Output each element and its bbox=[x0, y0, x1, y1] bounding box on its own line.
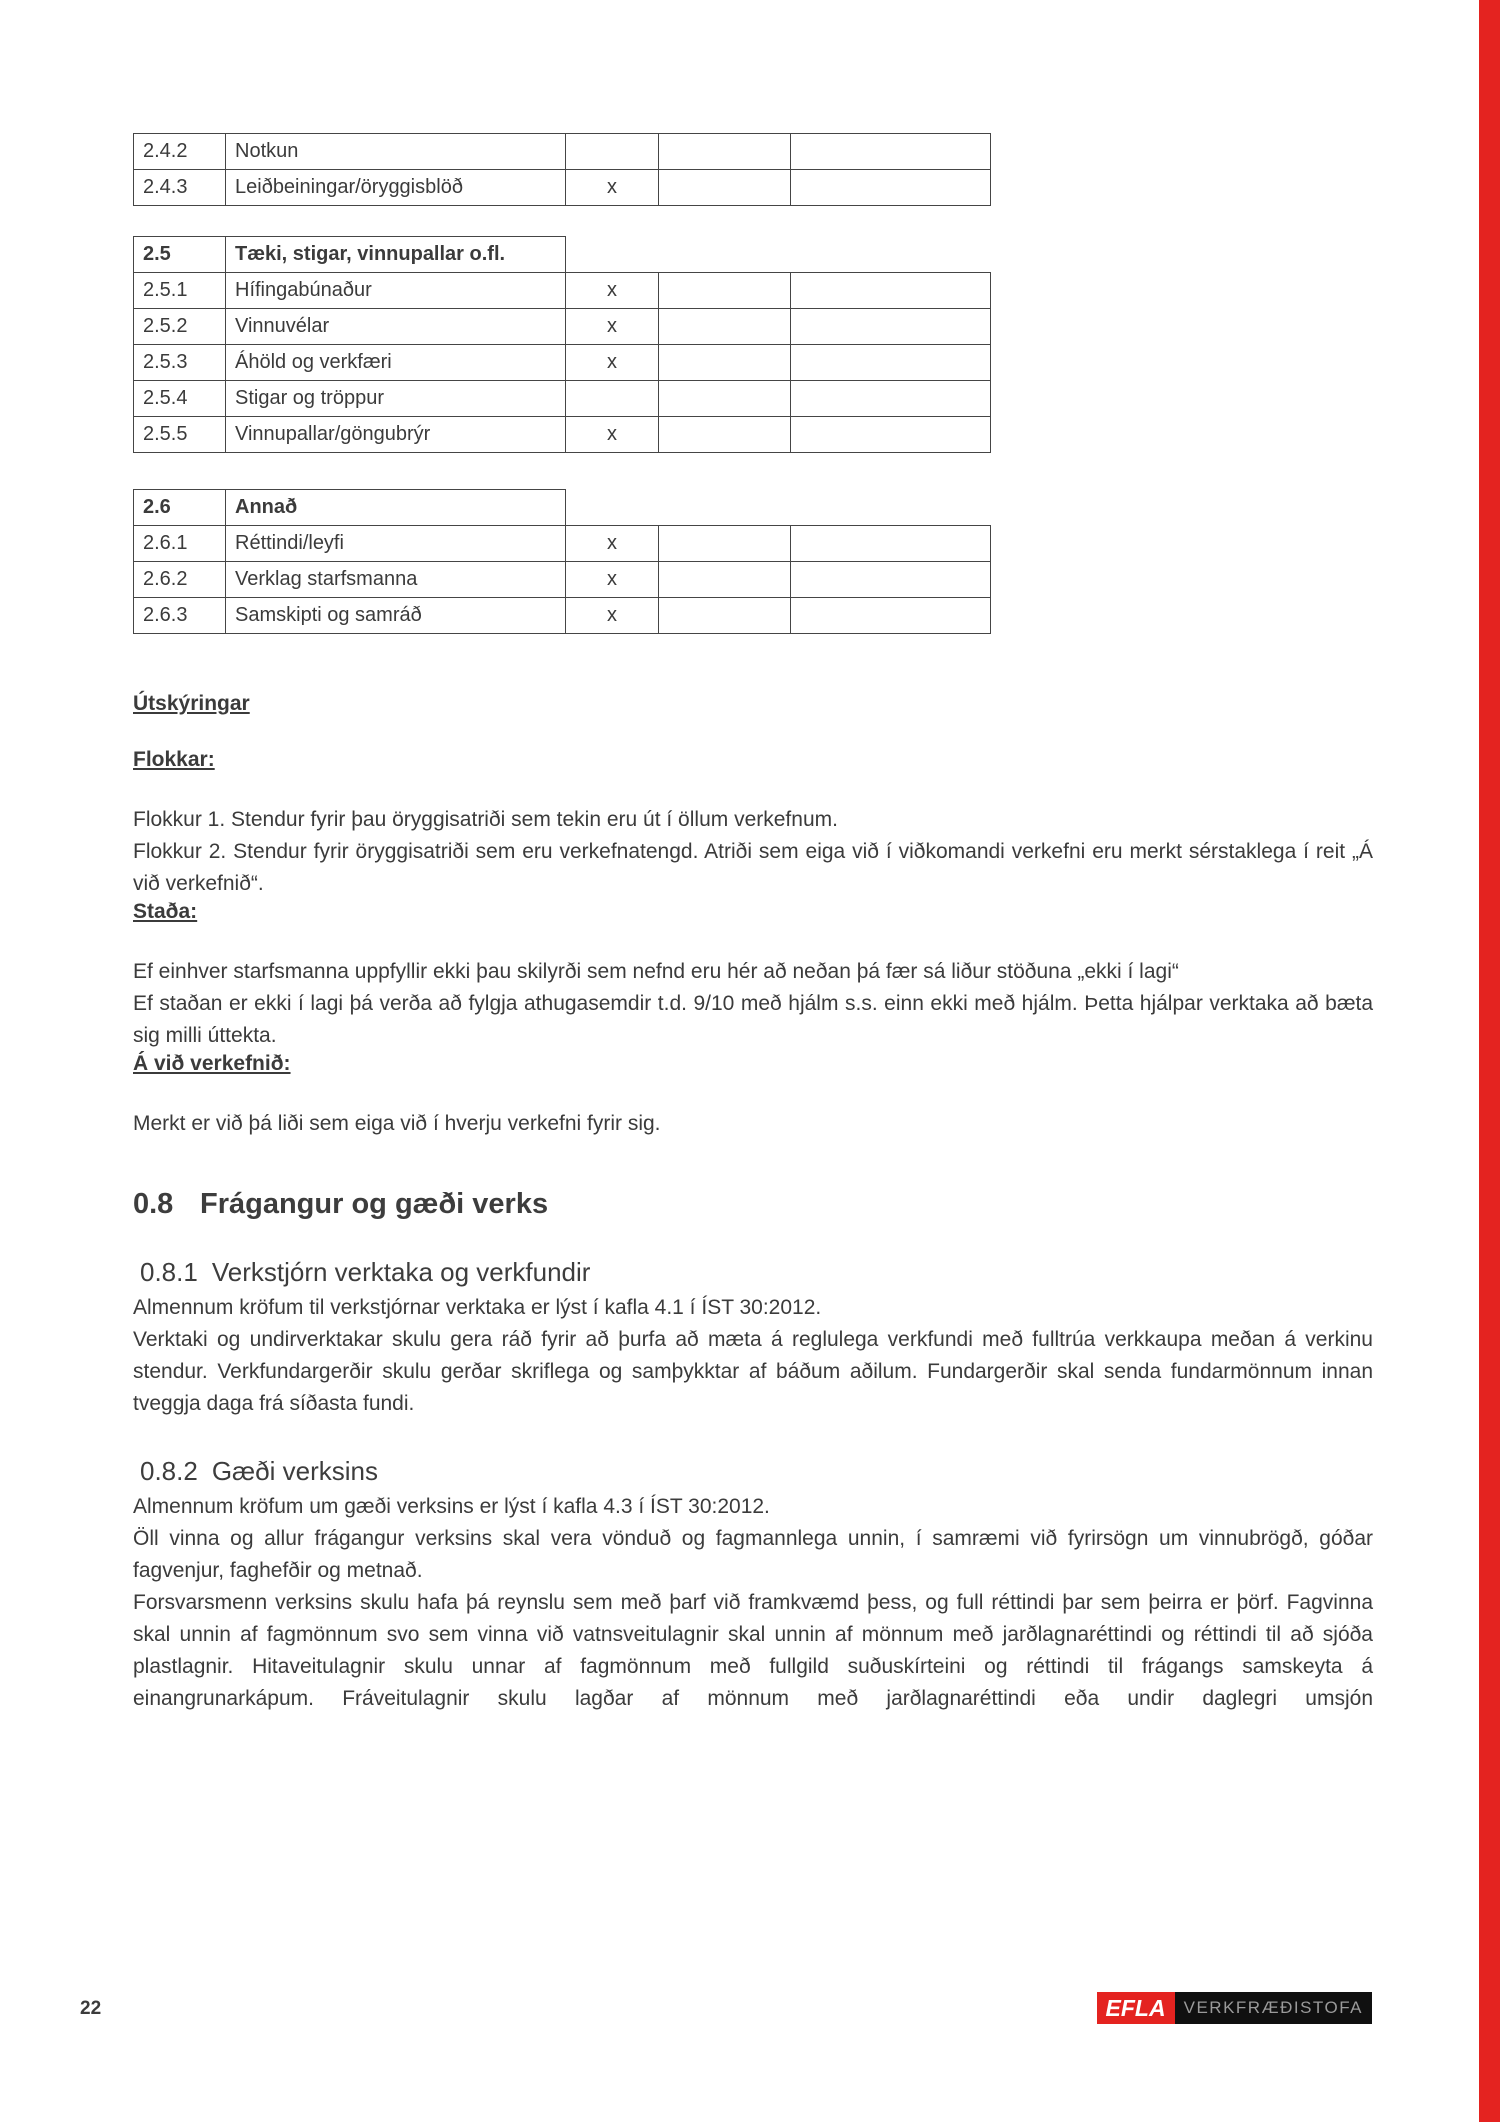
item-note-cell bbox=[659, 134, 791, 170]
section-heading-0-8-1 bbox=[140, 1257, 1373, 1288]
item-note-cell bbox=[659, 526, 791, 562]
item-note-cell bbox=[791, 309, 991, 345]
label-flokkar: Flokkar: bbox=[133, 748, 215, 771]
item-label: Verklag starfsmanna bbox=[226, 562, 566, 598]
item-mark: x bbox=[566, 598, 659, 634]
empty-cell bbox=[659, 237, 791, 273]
table-row bbox=[134, 598, 991, 634]
item-label: Vinnupallar/göngubrýr bbox=[226, 417, 566, 453]
item-label: Leiðbeiningar/öryggisblöð bbox=[226, 170, 566, 206]
item-note-cell bbox=[659, 562, 791, 598]
section-heading-0-8 bbox=[133, 1188, 1373, 1221]
item-label: Stigar og tröppur bbox=[226, 381, 566, 417]
item-mark bbox=[566, 381, 659, 417]
item-note-cell bbox=[659, 598, 791, 634]
item-mark: x bbox=[566, 345, 659, 381]
item-mark: x bbox=[566, 170, 659, 206]
table-row bbox=[134, 345, 991, 381]
item-number: 2.6.3 bbox=[134, 598, 226, 634]
table-header-row bbox=[134, 490, 991, 526]
item-note-cell bbox=[791, 273, 991, 309]
item-note-cell bbox=[659, 381, 791, 417]
section-number-cell: 2.6 bbox=[134, 490, 226, 526]
section-title: Gæði verksins bbox=[211, 1456, 378, 1486]
table-row bbox=[134, 526, 991, 562]
item-number: 2.4.3 bbox=[134, 170, 226, 206]
item-note-cell bbox=[791, 526, 991, 562]
item-note-cell bbox=[791, 598, 991, 634]
paragraph-0-8-2-a: Almennum kröfum um gæði verksins er lýst í kafla 4.3 í ÍST 30:2012. bbox=[133, 1495, 770, 1518]
checklist-table-2-5 bbox=[133, 236, 991, 453]
item-number: 2.6.2 bbox=[134, 562, 226, 598]
table-row bbox=[134, 562, 991, 598]
table-row bbox=[134, 309, 991, 345]
item-note-cell bbox=[791, 170, 991, 206]
item-note-cell bbox=[659, 170, 791, 206]
paragraph-stada-1: Ef einhver starfsmanna uppfyllir ekki þau skilyrði sem nefnd eru hér að neðan þá fær sá liður stöðuna „ekki í lagi“ bbox=[133, 960, 1179, 983]
checklist-table-2-4 bbox=[133, 133, 991, 206]
section-number: 0.8.1 bbox=[140, 1257, 198, 1287]
empty-cell bbox=[659, 490, 791, 526]
item-label: Vinnuvélar bbox=[226, 309, 566, 345]
item-note-cell bbox=[791, 134, 991, 170]
item-label: Áhöld og verkfæri bbox=[226, 345, 566, 381]
item-number: 2.5.3 bbox=[134, 345, 226, 381]
item-note-cell bbox=[791, 345, 991, 381]
section-number: 0.8 bbox=[133, 1188, 174, 1220]
item-mark bbox=[566, 134, 659, 170]
page-content bbox=[133, 133, 1373, 1715]
page-edge-accent-bar bbox=[1479, 0, 1500, 2122]
item-label: Hífingabúnaður bbox=[226, 273, 566, 309]
item-number: 2.5.1 bbox=[134, 273, 226, 309]
table-row bbox=[134, 134, 991, 170]
item-mark: x bbox=[566, 273, 659, 309]
item-number: 2.5.2 bbox=[134, 309, 226, 345]
label-a-vid-verkefnid: Á við verkefnið: bbox=[133, 1052, 291, 1075]
table-row bbox=[134, 170, 991, 206]
empty-cell bbox=[791, 490, 991, 526]
paragraph-0-8-1-a: Almennum kröfum til verkstjórnar verktaka er lýst í kafla 4.1 í ÍST 30:2012. bbox=[133, 1296, 822, 1319]
table-row bbox=[134, 273, 991, 309]
item-mark: x bbox=[566, 309, 659, 345]
section-number: 0.8.2 bbox=[140, 1456, 198, 1486]
item-number: 2.4.2 bbox=[134, 134, 226, 170]
item-note-cell bbox=[791, 381, 991, 417]
item-note-cell bbox=[659, 345, 791, 381]
item-note-cell bbox=[791, 562, 991, 598]
section-number-cell: 2.5 bbox=[134, 237, 226, 273]
item-mark: x bbox=[566, 562, 659, 598]
section-title-cell: Annað bbox=[226, 490, 566, 526]
table-header-row bbox=[134, 237, 991, 273]
paragraph-flokkur-1: Flokkur 1. Stendur fyrir þau öryggisatriði sem tekin eru út í öllum verkefnum. bbox=[133, 808, 838, 831]
paragraph-merkt: Merkt er við þá liði sem eiga við í hverju verkefni fyrir sig. bbox=[133, 1112, 661, 1135]
section-title: Verkstjórn verktaka og verkfundir bbox=[211, 1257, 591, 1287]
paragraph-0-8-2-b: Öll vinna og allur frágangur verksins skal vera vönduð og fagmannlega unnin, í samræmi við fyrirsögn um vinnubrögð, góðar fagvenjur, faghefðir og metnað. bbox=[133, 1527, 1373, 1582]
label-stada: Staða: bbox=[133, 900, 198, 923]
section-title-cell: Tæki, stigar, vinnupallar o.fl. bbox=[226, 237, 566, 273]
paragraph-stada-2: Ef staðan er ekki í lagi þá verða að fylgja athugasemdir t.d. 9/10 með hjálm s.s. einn ekki með hjálm. Þetta hjálpar verktaka að bæta sig milli úttekta. bbox=[133, 992, 1373, 1047]
item-note-cell bbox=[659, 417, 791, 453]
item-note-cell bbox=[791, 417, 991, 453]
section-title: Frágangur og gæði verks bbox=[200, 1188, 549, 1220]
paragraph-0-8-1-b: Verktaki og undirverktakar skulu gera ráð fyrir að þurfa að mæta á reglulega verkfundi með fulltrúa verkkaupa meðan á verkinu stendur. Verkfundargerðir skulu gerðar skriflega og samþykktar af báðum aðilum. Fundargerðir skal senda fundarmönnum innan tveggja daga frá síðasta fundi. bbox=[133, 1328, 1373, 1415]
table-row bbox=[134, 381, 991, 417]
paragraph-flokkur-2: Flokkur 2. Stendur fyrir öryggisatriði sem eru verkefnatengd. Atriði sem eiga við í viðkomandi verkefni eru merkt sérstaklega í reit „Á við verkefnið“. bbox=[133, 840, 1373, 895]
efla-logo-tagline: VERKFRÆÐISTOFA bbox=[1175, 1992, 1372, 2024]
item-mark: x bbox=[566, 526, 659, 562]
checklist-table-2-6 bbox=[133, 489, 991, 634]
item-label: Réttindi/leyfi bbox=[226, 526, 566, 562]
efla-logo bbox=[1097, 1992, 1372, 2024]
empty-cell bbox=[566, 490, 659, 526]
item-number: 2.5.5 bbox=[134, 417, 226, 453]
item-note-cell bbox=[659, 273, 791, 309]
section-heading-0-8-2 bbox=[140, 1456, 1373, 1487]
efla-logo-mark: EFLA bbox=[1097, 1992, 1175, 2024]
item-number: 2.5.4 bbox=[134, 381, 226, 417]
table-row bbox=[134, 417, 991, 453]
empty-cell bbox=[566, 237, 659, 273]
empty-cell bbox=[791, 237, 991, 273]
item-label: Samskipti og samráð bbox=[226, 598, 566, 634]
item-number: 2.6.1 bbox=[134, 526, 226, 562]
page-number: 22 bbox=[80, 1998, 102, 2019]
label-utskyringar: Útskýringar bbox=[133, 692, 250, 715]
item-mark: x bbox=[566, 417, 659, 453]
paragraph-0-8-2-c: Forsvarsmenn verksins skulu hafa þá reynslu sem með þarf við framkvæmd þess, og full réttindi þar sem þeirra er þörf. Fagvinna skal unnin af fagmönnum svo sem vinna við vatnsveitulagnir skal unnin af mönnum með jarðlagnaréttindi og réttindi til að sjóða plastlagnir. Hitaveitulagnir skulu unnar af fagmönnum með fullgild suðuskírteini og réttindi til frágangs samskeyta á einangrunarkápum. Fráveitulagnir skulu lagðar af mönnum með jarðlagnaréttindi eða undir daglegri umsjón bbox=[133, 1591, 1373, 1710]
item-label: Notkun bbox=[226, 134, 566, 170]
item-note-cell bbox=[659, 309, 791, 345]
